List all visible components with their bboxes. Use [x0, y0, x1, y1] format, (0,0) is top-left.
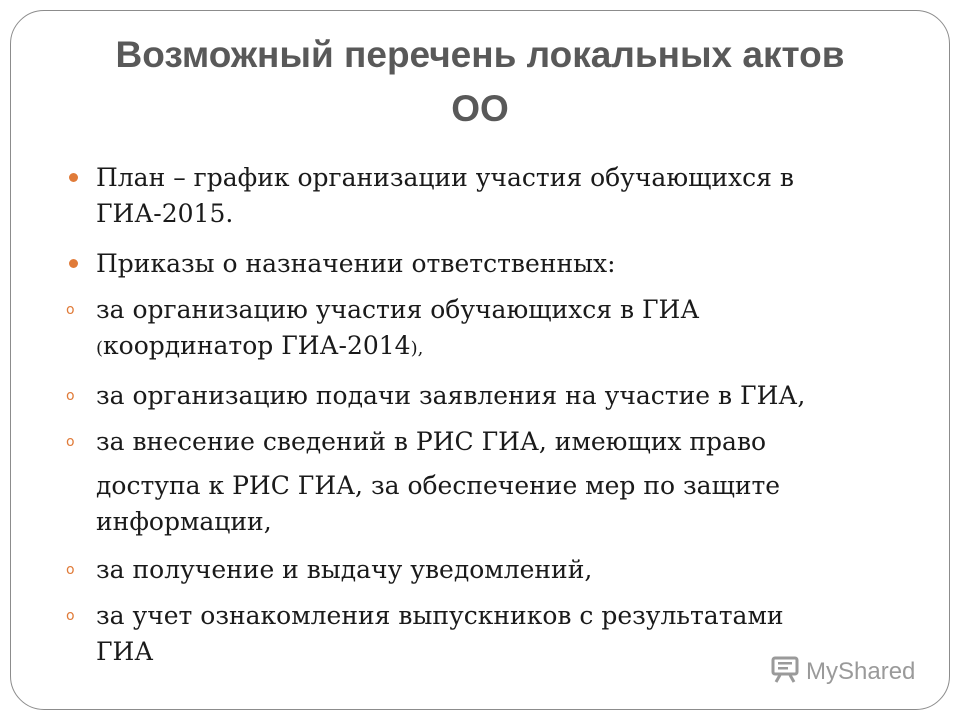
bullet-item-text: Приказы о назначении ответственных: [96, 249, 616, 278]
close-paren: ), [410, 338, 424, 359]
presentation-board-icon [770, 654, 800, 691]
slide-title-line-2: ОО [451, 88, 509, 129]
watermark-text: MyShared [806, 658, 916, 685]
bullet-item-text: План – график организации участия обучающихся в [96, 163, 794, 192]
bullet-dot-icon [69, 259, 78, 268]
sub-item-text-line-2 [96, 328, 926, 367]
sub-item-text: за организацию участия обучающихся в ГИА [96, 295, 700, 324]
watermark [770, 656, 915, 688]
bullet-item-orders [66, 246, 926, 282]
coordinator-text: координатор ГИА-2014 [103, 331, 411, 360]
circle-bullet-icon: o [66, 388, 75, 404]
sub-item-text: за получение и выдачу уведомлений, [96, 555, 593, 584]
sub-item-text: за внесение сведений в РИС ГИА, имеющих право [96, 427, 767, 456]
sub-item-text: за организацию подачи заявления на участие в ГИА, [96, 381, 806, 410]
circle-bullet-icon: o [66, 302, 75, 318]
bullet-item-plan [66, 160, 926, 232]
slide-title [40, 28, 920, 136]
sub-item-application [66, 378, 926, 414]
sub-item-text-line-3: информации, [96, 507, 272, 536]
sub-item-ris-access [66, 424, 926, 540]
circle-bullet-icon: o [66, 562, 75, 578]
sub-item-text-line-2: ГИА [96, 637, 154, 666]
circle-bullet-icon: o [66, 608, 75, 624]
sub-item-text-line-2: доступа к РИС ГИА, за обеспечение мер по защите [96, 471, 781, 500]
sub-item-notifications [66, 552, 926, 588]
bullet-dot-icon [69, 173, 78, 182]
open-paren: ( [96, 338, 104, 359]
slide-title-line-1: Возможный перечень локальных актов [115, 34, 845, 75]
circle-bullet-icon: o [66, 434, 75, 450]
sub-item-text: за учет ознакомления выпускников с результатами [96, 601, 784, 630]
bullet-item-text: ГИА-2015. [96, 199, 234, 228]
sub-item-participation [66, 292, 926, 367]
